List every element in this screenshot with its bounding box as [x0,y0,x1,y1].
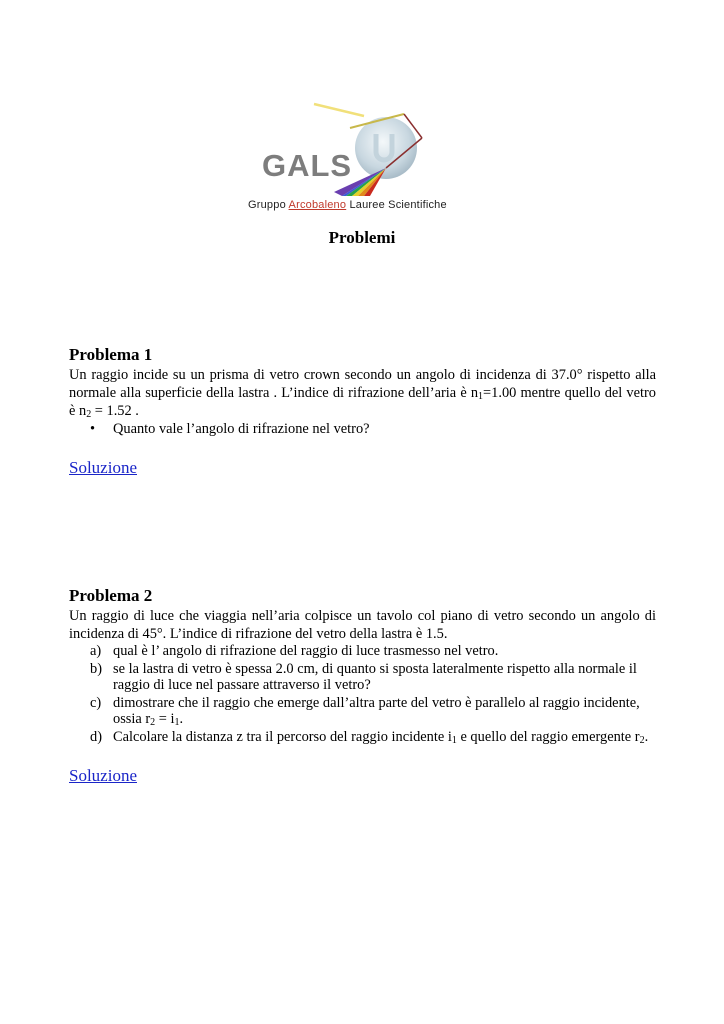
logo-subtitle-part: Gruppo [248,199,289,211]
question-item [69,643,656,661]
question-list [69,420,656,438]
item-marker: a) [90,643,102,659]
question-item [69,420,656,438]
question-text: dimostrare che il raggio che emerge dall’altra parte del vetro è parallelo al raggio incidente, ossia r [113,694,640,727]
subscript: 1 [174,717,180,728]
text-part: = 1.52 . [91,403,139,419]
subscript: 2 [150,717,156,728]
bullet-icon: • [90,421,96,437]
logo-subtitle [248,199,447,211]
question-text: . [179,711,184,727]
question-text: se la lastra di vetro è spessa 2.0 cm, di quanto si sposta lateralmente rispetto alla normale il raggio di luce nel passare attraverso il vetro? [113,660,637,693]
question-list [69,643,656,746]
subscript: 2 [86,409,92,420]
item-marker: b) [90,660,102,677]
logo-name: GALS [262,148,353,183]
subscript: 2 [639,734,645,746]
problem-2 [69,586,656,786]
text-part: =1.00 mentre quello del vetro è n [69,385,657,419]
page-title: Problemi [328,228,396,247]
sphere-shape [355,117,417,179]
item-marker: c) [90,694,102,711]
question-item [69,695,656,729]
question-text: qual è l’ angolo di rifrazione del raggio di luce trasmesso nel vetro. [113,643,499,659]
problem-heading: Problema 2 [69,586,153,605]
question-text: . [644,728,649,745]
problem-text: Un raggio di luce che viaggia nell’aria colpisce un tavolo col piano di vetro secondo un angolo di incidenza di 45°. L’indice di rifrazione del vetro della lastra è 1.5. [69,608,656,642]
text-part: Un raggio incide su un prisma di vetro crown secondo un angolo di incidenza di 37.0° rispetto alla normale alla superficie della lastra . L’indice di rifrazione dell’aria è n [69,367,656,401]
subscript: 1 [478,391,484,402]
problem-1 [69,345,656,478]
gals-logo [246,96,482,216]
solution-link[interactable]: Soluzione [69,458,137,477]
question-text: Quanto vale l’angolo di rifrazione nel vetro? [113,421,370,437]
question-item [69,661,656,695]
logo-subtitle-highlight: Arcobaleno [288,199,347,211]
problem-heading: Problema 1 [69,345,153,364]
incident-ray [314,104,364,116]
question-text: e quello del raggio emergente r [456,728,640,745]
item-marker: d) [90,728,102,745]
subscript: 1 [451,734,457,746]
solution-link[interactable]: Soluzione [69,766,137,785]
question-text: Calcolare la distanza z tra il percorso del raggio incidente i [113,728,452,745]
logo-subtitle-part: Lauree Scientifiche [346,199,447,211]
problem-text [69,366,656,420]
question-text: = i [155,711,175,727]
question-item [69,729,656,747]
